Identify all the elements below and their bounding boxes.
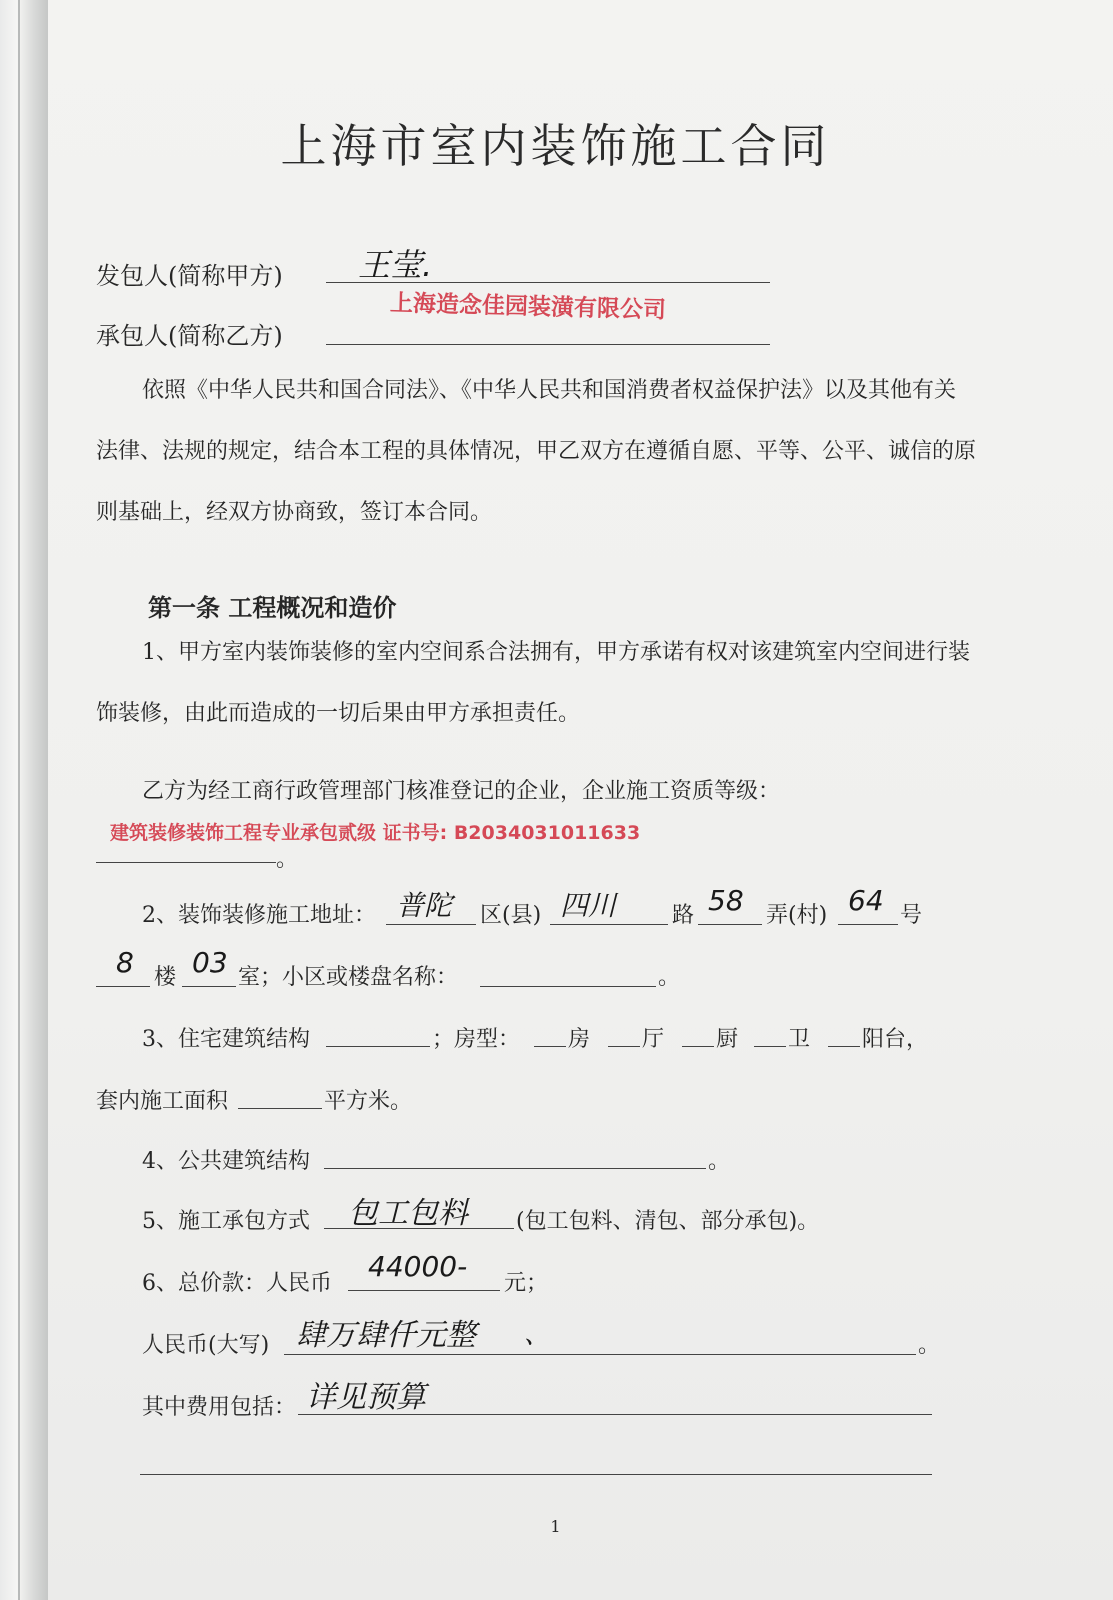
road-line [550, 924, 668, 925]
room-line [182, 986, 236, 987]
structure-line [326, 1046, 430, 1047]
bath-unit: 卫 [788, 1027, 811, 1052]
kitchen-count-line [682, 1046, 714, 1047]
hall-unit: 厅 [642, 1027, 665, 1052]
lane-line [698, 924, 762, 925]
road-label: 路 [672, 903, 695, 928]
item3-label: 3、住宅建筑结构 [142, 1027, 310, 1052]
bath-count-line [754, 1046, 786, 1047]
floor-label: 楼 [154, 965, 177, 990]
page-number: 1 [550, 1517, 561, 1536]
fees-line-2 [140, 1474, 932, 1475]
district-label: 区(县) [480, 903, 542, 928]
qualification-stamp: 建筑装修装饰工程专业承包贰级 证书号: B2034031011633 [110, 822, 641, 844]
article1-heading: 第一条 工程概况和造价 [148, 593, 397, 622]
area-unit: 平方米。 [324, 1089, 413, 1114]
price-line [348, 1290, 500, 1291]
balcony-count-line [828, 1046, 860, 1047]
district-handwriting: 普陀 [396, 889, 453, 922]
road-handwriting: 四川 [560, 889, 617, 922]
price-unit: 元； [504, 1271, 549, 1296]
room-handwriting: 03 [192, 946, 228, 979]
contract-page [48, 0, 1113, 1600]
number-handwriting: 64 [848, 884, 884, 917]
room-unit: 房 [568, 1027, 591, 1052]
area-line [238, 1108, 322, 1109]
rmb-upper-mark: 、 [524, 1320, 551, 1350]
contract-mode-handwriting: 包工包料 [348, 1196, 468, 1231]
kitchen-unit: 厨 [716, 1027, 739, 1052]
address-end: 。 [658, 965, 681, 990]
lane-label: 弄(村) [766, 903, 828, 928]
qualification-period: 。 [276, 847, 299, 872]
party-b-label: 承包人(简称乙方) [96, 322, 283, 350]
qualification-text: 乙方为经工商行政管理部门核准登记的企业，企业施工资质等级： [142, 779, 781, 804]
room-label: 室；小区或楼盘名称： [238, 965, 459, 990]
binder-fold-line [18, 0, 20, 1600]
fees-label: 其中费用包括： [142, 1395, 297, 1420]
fees-handwriting: 详见预算 [306, 1380, 426, 1415]
item4-label: 4、公共建筑结构 [142, 1149, 310, 1174]
page-title: 上海市室内装饰施工合同 [280, 119, 831, 173]
item3-sep: ；房型： [432, 1027, 521, 1052]
rmb-upper-end: 。 [918, 1333, 941, 1358]
area-label: 套内施工面积 [96, 1089, 229, 1114]
intro-paragraph: 依照《中华人民共和国合同法》、《中华人民共和国消费者权益保护法》以及其他有关法律、法规的规定，结合本工程的具体情况，甲乙双方在遵循自愿、平等、公平、诚信的原则基础上，经双方协商致，签订本合同。 [96, 378, 977, 525]
rmb-upper-line [284, 1354, 916, 1355]
district-line [386, 924, 476, 925]
item1-paragraph: 1、甲方室内装饰装修的室内空间系合法拥有，甲方承诺有权对该建筑室内空间进行装饰装修，由此而造成的一切后果由甲方承担责任。 [96, 640, 970, 726]
party-a-label: 发包人(简称甲方) [96, 262, 283, 290]
balcony-unit: 阳台， [862, 1027, 929, 1052]
room-count-line [534, 1046, 566, 1047]
qualification-line [96, 862, 276, 863]
rmb-upper-label: 人民币(大写) [142, 1333, 270, 1358]
item6-label: 6、总价款：人民币 [142, 1271, 332, 1296]
item4-end: 。 [708, 1149, 731, 1174]
rmb-upper-handwriting: 肆万肆仟元整 [296, 1318, 476, 1353]
item5-options: (包工包料、清包、部分承包)。 [516, 1209, 820, 1234]
binder-edge [0, 0, 49, 1600]
hall-count-line [608, 1046, 640, 1047]
price-handwriting: 44000- [368, 1250, 468, 1283]
party-a-signature: 王莹. [358, 246, 433, 284]
lane-handwriting: 58 [708, 884, 744, 917]
number-line [838, 924, 898, 925]
party-b-line [326, 344, 770, 345]
floor-line [96, 986, 150, 987]
item4-line [324, 1168, 706, 1169]
estate-name-line [480, 986, 656, 987]
number-label: 号 [900, 903, 923, 928]
address-label: 2、装饰装修施工地址： [142, 903, 376, 928]
floor-handwriting: 8 [116, 946, 134, 979]
party-b-company-stamp: 上海造念佳园装潢有限公司 [389, 290, 667, 324]
item5-label: 5、施工承包方式 [142, 1209, 310, 1234]
